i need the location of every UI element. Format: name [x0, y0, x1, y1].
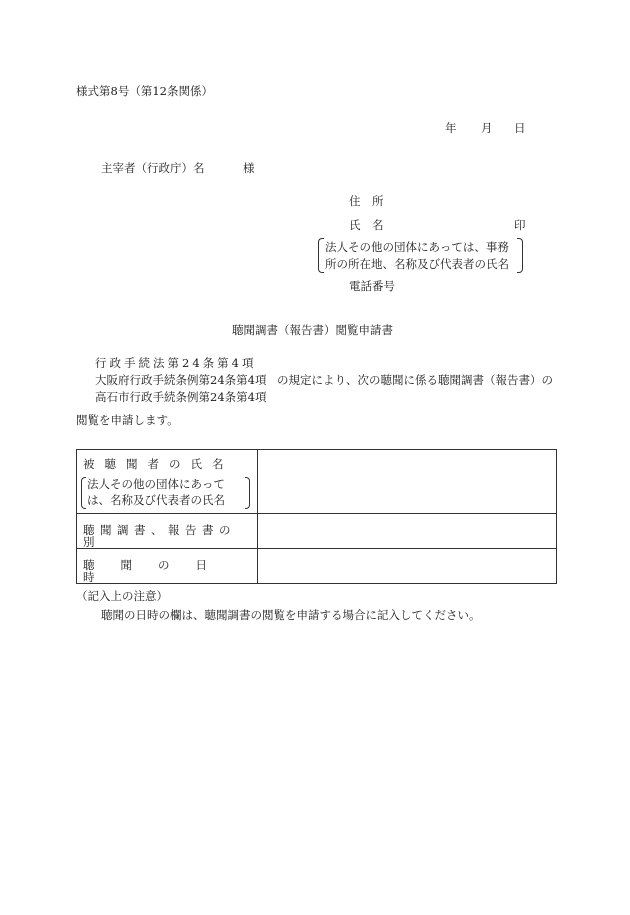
row1-value-cell[interactable]: [258, 450, 557, 514]
row2-label: 聴聞調書、報告書の別: [83, 523, 236, 549]
law-reference-2: 大阪府行政手続条例第24条第4項: [95, 373, 267, 387]
date-month: 月: [481, 121, 493, 135]
application-table: [76, 449, 557, 584]
note-bracket-left: [318, 238, 324, 273]
row1-label: [83, 459, 251, 471]
applicant-note-line2: 所の所在地、名称及び代表者の氏名: [325, 257, 509, 271]
row1-label-cell: [77, 450, 258, 514]
date-year: 年: [445, 121, 457, 135]
row1-bracket-right: [245, 477, 250, 509]
table-row-applicant: [77, 450, 557, 514]
law-reference-1: [95, 358, 265, 370]
phone-label: 電話番号: [349, 279, 395, 293]
addressee-name: 主宰者（行政庁）名: [101, 161, 205, 175]
notes-item-1: 聴聞の日時の欄は、聴聞調書の閲覧を申請する場合に記入してください。: [101, 608, 481, 622]
addressee-honorific: 様: [243, 161, 255, 175]
name-label: 氏 名: [349, 218, 384, 232]
row3-label-cell: [77, 549, 258, 584]
form-number: 様式第8号（第12条関係）: [76, 84, 213, 98]
body-closing: 閲覧を申請します。: [76, 413, 179, 427]
seal-label: 印: [514, 218, 526, 232]
table-row-datetime: [77, 549, 557, 584]
note-bracket-right: [517, 238, 523, 273]
row1-label-text: 被聴聞者の氏名: [83, 457, 234, 471]
law-reference-3: 高石市行政手続条例第24条第4項: [95, 390, 267, 404]
table-row-type: [77, 514, 557, 549]
row3-label: 聴聞の日時: [83, 558, 233, 584]
law-reference-1-text: 行政手続法第24条第4項: [95, 356, 257, 370]
row3-value-cell[interactable]: [258, 549, 557, 584]
date-day: 日: [514, 121, 526, 135]
body-connector: の規定により、次の聴聞に係る聴聞調書（報告書）の: [277, 373, 553, 387]
notes-heading: （記入上の注意）: [76, 589, 168, 603]
applicant-note-line1: 法人その他の団体にあっては、事務: [325, 240, 509, 254]
address-label: 住 所: [349, 194, 384, 208]
row1-bracket-left: [81, 477, 86, 509]
row1-note-line1: 法人その他の団体にあって: [87, 477, 225, 491]
document-title: 聴聞調書（報告書）閲覧申請書: [232, 323, 393, 337]
row2-label-cell: [77, 514, 258, 549]
row1-note-line2: は、名称及び代表者の氏名: [87, 493, 225, 507]
row2-value-cell[interactable]: [258, 514, 557, 549]
